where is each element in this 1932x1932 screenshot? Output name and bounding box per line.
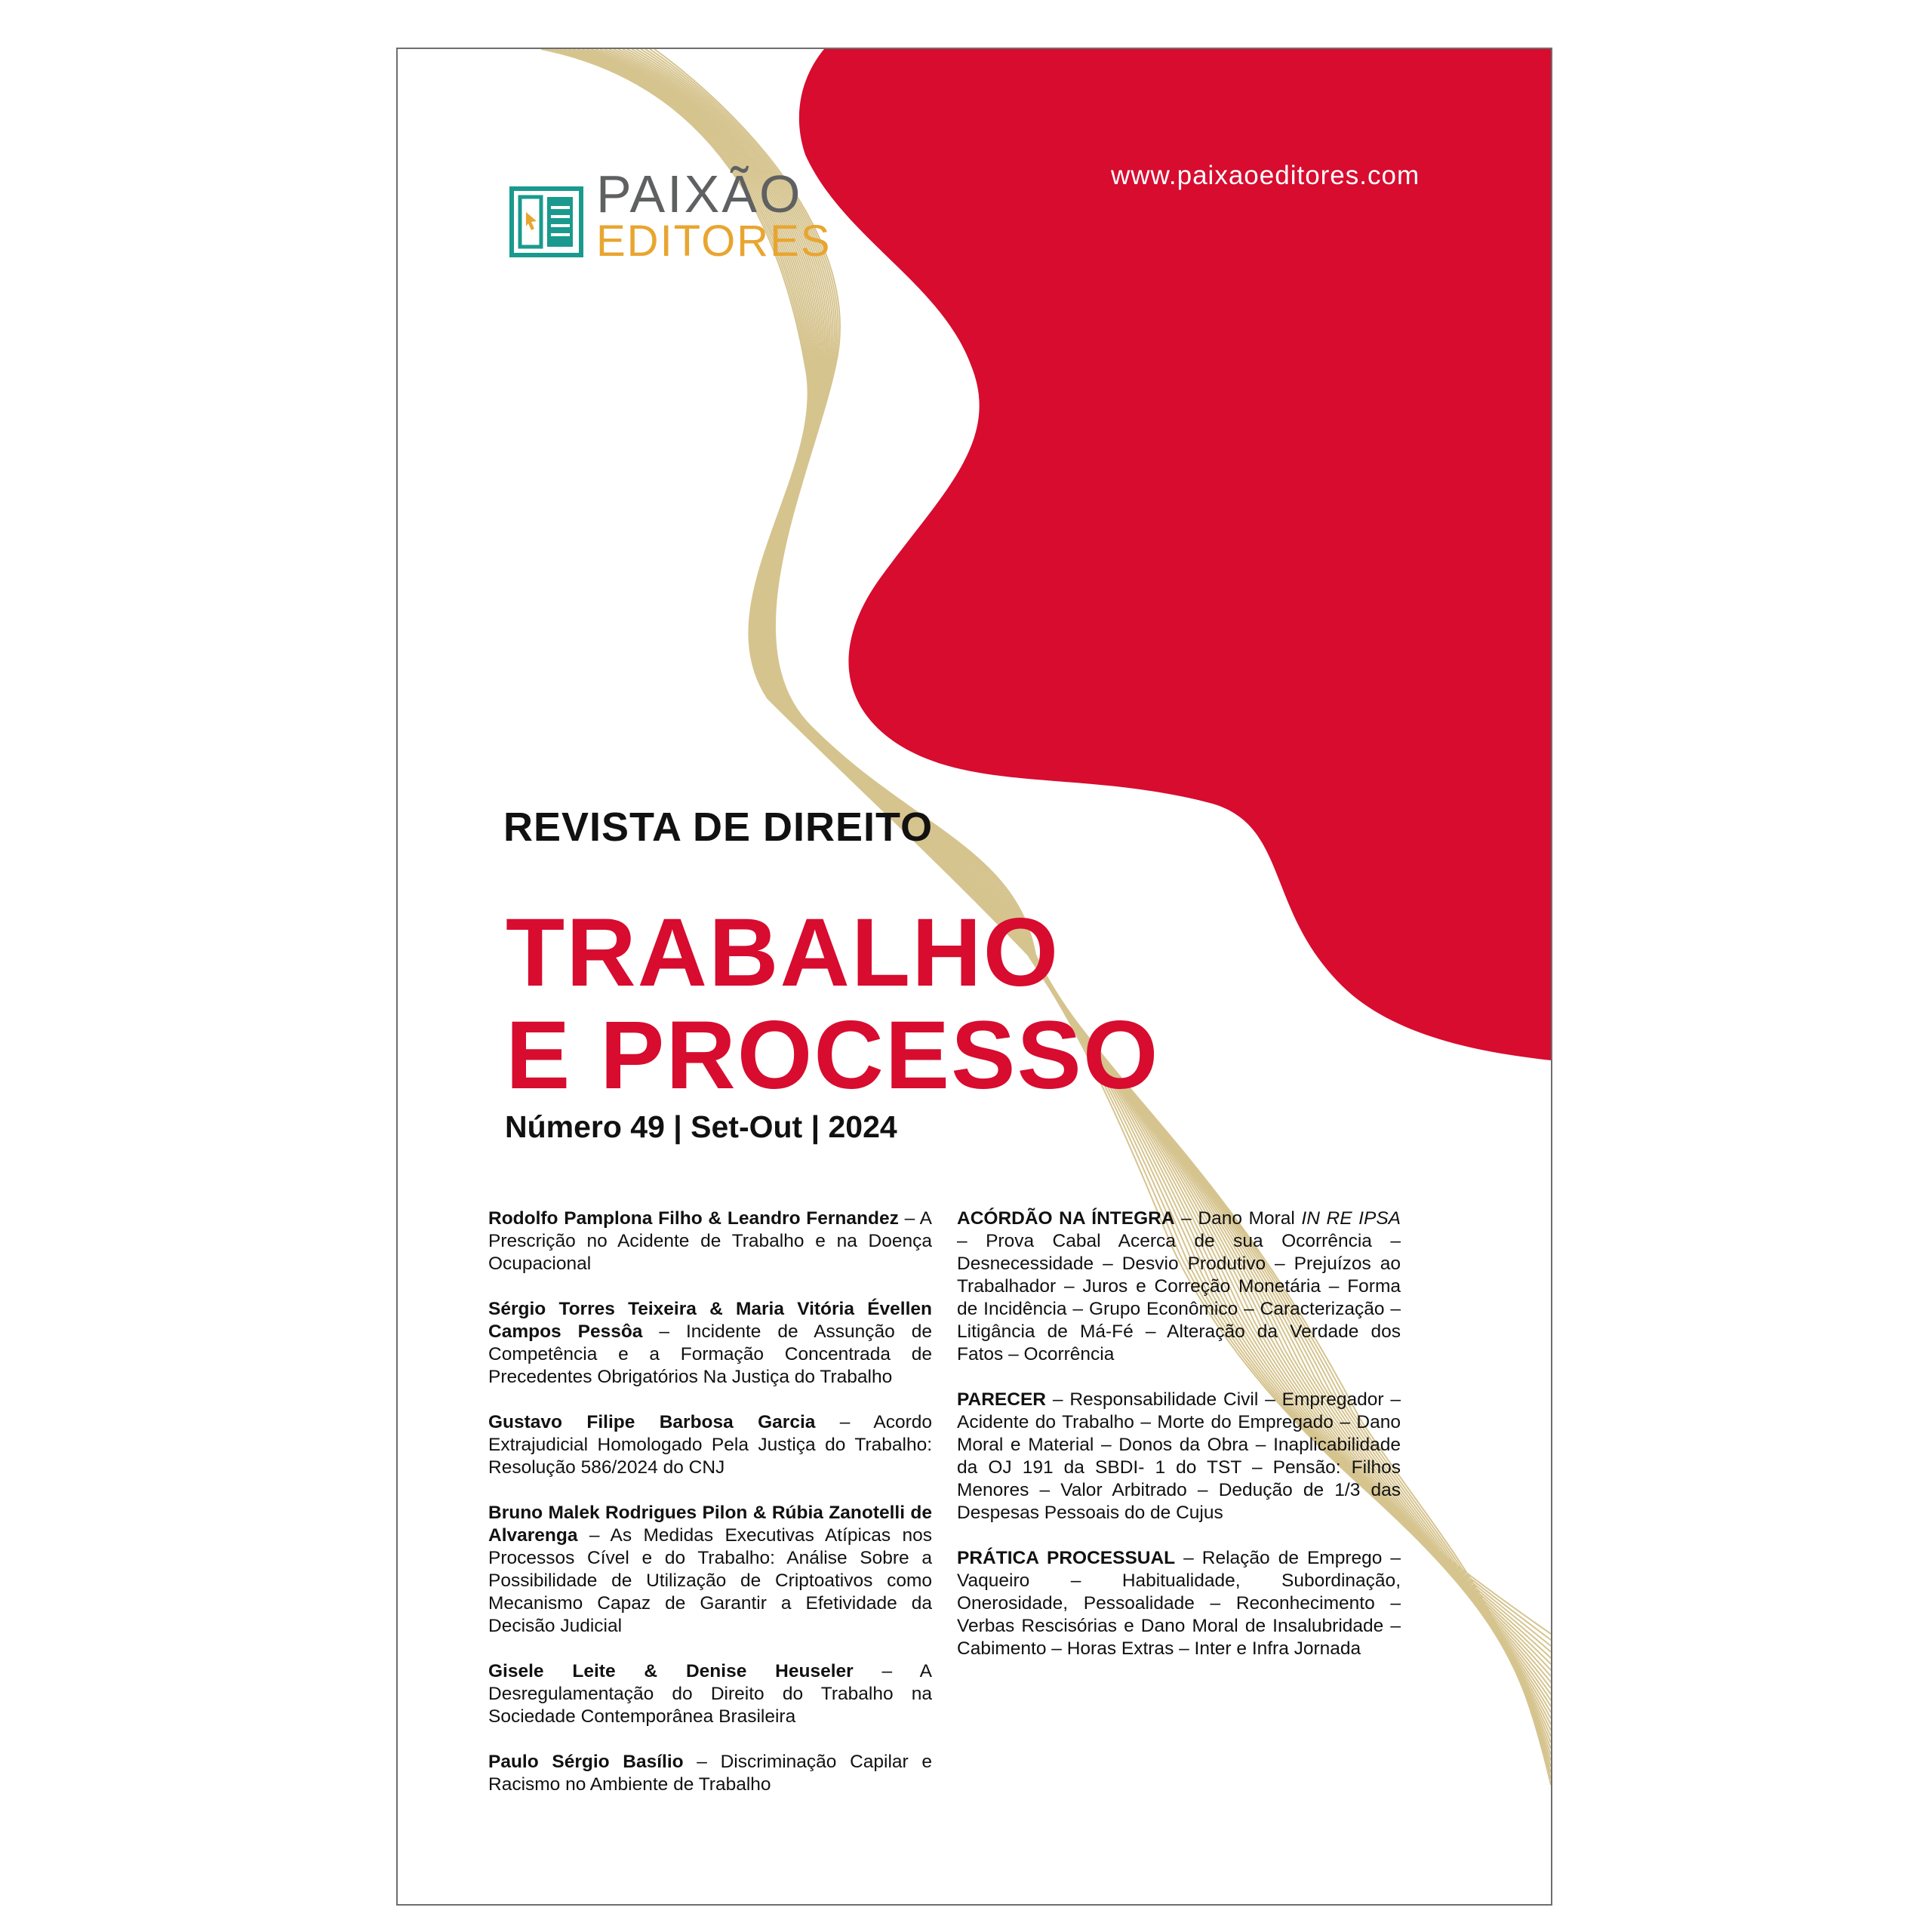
issue-info: Número 49 | Set-Out | 2024 (505, 1109, 897, 1144)
section-text: – Prova Cabal Acerca de sua Ocorrência – Desnecessidade – Desvio Produtivo – Prejuízos ao Trabalhador – Juros e Correção Monetária – Forma de Incidência – Grupo Econômico – Caracterização – Litigância de Má-Fé – Alteração da Verdade dos Fatos – Ocorrência (957, 1231, 1401, 1364)
article-authors: Sérgio Torres Teixeira & Maria Vitória Évellen Campos Pessôa (488, 1299, 932, 1342)
article-authors: Rodolfo Pamplona Filho & Leandro Fernandez (488, 1208, 899, 1229)
section-label: PARECER (957, 1389, 1046, 1410)
article-authors: Gisele Leite & Denise Heuseler (488, 1661, 854, 1681)
article-title: – Discriminação Capilar e Racismo no Ambiente de Trabalho (488, 1752, 933, 1795)
article-title: – A Desregulamentação do Direito do Trabalho na Sociedade Contemporânea Brasileira (488, 1661, 933, 1727)
list-item (488, 1502, 932, 1638)
article-authors: Gustavo Filipe Barbosa Garcia (488, 1412, 816, 1432)
contents-right-column (957, 1208, 1401, 1683)
title-line-1: TRABALHO (506, 899, 1060, 1007)
magazine-cover (396, 48, 1552, 1906)
title-line-2: E PROCESSO (506, 1001, 1160, 1109)
article-authors: Paulo Sérgio Basílio (488, 1752, 684, 1772)
magazine-kicker: REVISTA DE DIREITO (503, 804, 934, 850)
list-item (488, 1751, 932, 1796)
list-item (488, 1298, 932, 1389)
article-title: – As Medidas Executivas Atípicas nos Processos Cível e do Trabalho: Análise Sobre a Possibilidade de Utilização de Criptoativos como Mecanismo Capaz de Garantir a Efetividade da Decisão Judicial (488, 1525, 932, 1636)
publisher-logo[interactable] (509, 162, 832, 268)
article-title: – Incidente de Assunção de Competência e a Formação Concentrada de Precedentes Obrigatórios Na Justiça do Trabalho (488, 1321, 933, 1387)
publisher-name-sub: EDITORES (596, 217, 832, 266)
magazine-title (506, 899, 1160, 1109)
list-item (488, 1411, 932, 1479)
list-item (488, 1208, 932, 1275)
section-label: PRÁTICA PROCESSUAL (957, 1548, 1176, 1568)
section-text: – Relação de Emprego – Vaqueiro – Habitualidade, Subordinação, Onerosidade, Pessoalidade – Reconhecimento – Verbas Rescisórias e Dano Moral de Insalubridade – Cabimento – Horas Extras – Inter e Infra Jornada (957, 1548, 1401, 1659)
section-label: ACÓRDÃO NA ÍNTEGRA (957, 1208, 1175, 1229)
article-title: – Acordo Extrajudicial Homologado Pela Justiça do Trabalho: Resolução 586/2024 do CNJ (488, 1412, 933, 1478)
section-parecer (957, 1389, 1401, 1524)
article-authors: Bruno Malek Rodrigues Pilon & Rúbia Zanotelli de Alvarenga (488, 1503, 932, 1546)
section-text: – Responsabilidade Civil – Empregador – Acidente do Trabalho – Morte do Empregado – Dano Moral e Material – Donos da Obra – Inaplicabilidade da OJ 191 da SBDI- 1 do TST – Pensão: Filhos Menores – Valor Arbitrado – Dedução de 1/3 das Despesas Pessoais do de Cujus (957, 1389, 1401, 1523)
section-text-italic: IN RE IPSA (1301, 1208, 1401, 1229)
book-cursor-icon (509, 186, 583, 257)
section-acordao (957, 1208, 1401, 1366)
publisher-name: PAIXÃO (596, 165, 803, 223)
section-text: – Dano Moral (1174, 1208, 1302, 1229)
contents-left-column (488, 1208, 932, 1819)
article-title: – A Prescrição no Acidente de Trabalho e na Doença Ocupacional (488, 1208, 933, 1274)
section-pratica-processual (957, 1547, 1401, 1660)
list-item (488, 1660, 932, 1728)
website-link[interactable]: www.paixaoeditores.com (1111, 161, 1420, 190)
